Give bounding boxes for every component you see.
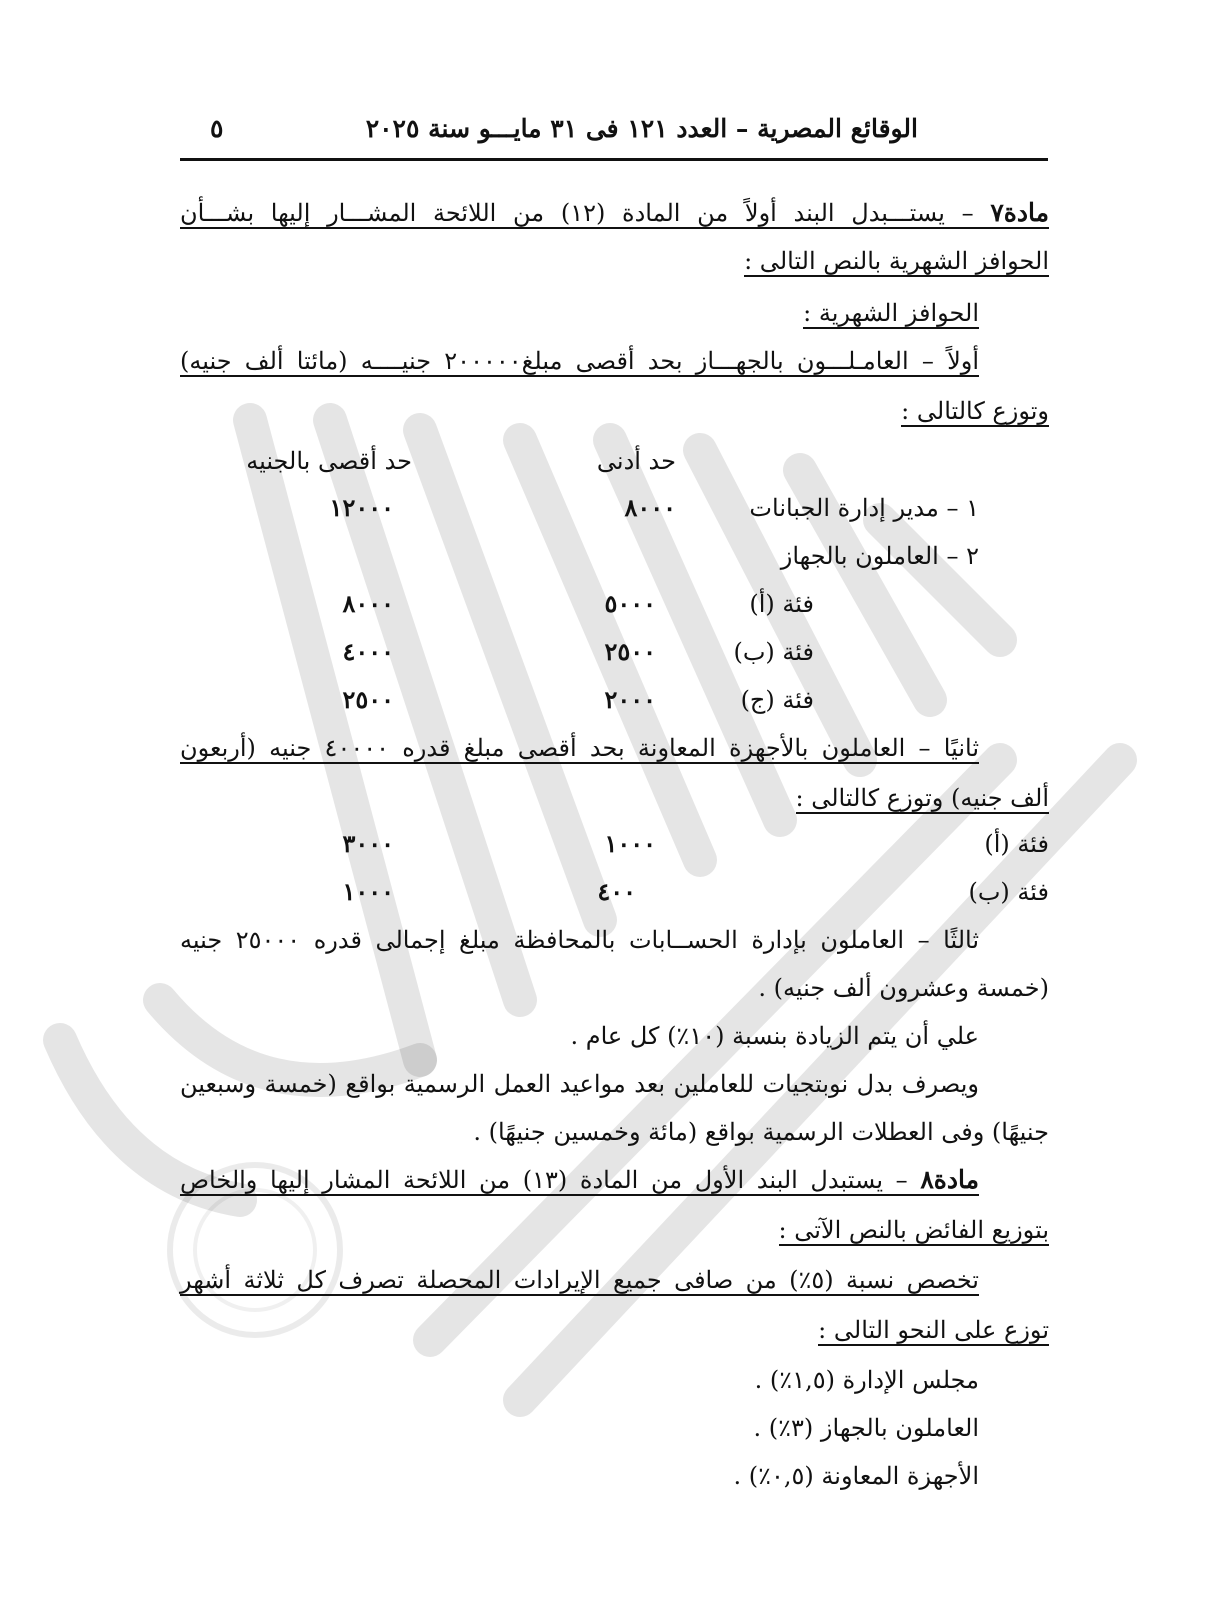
- row5-label: فئة (ج): [740, 686, 814, 714]
- t2-row2-min: ٤٠٠: [597, 877, 636, 906]
- third-line2: [758, 970, 1049, 1006]
- article8-line1-text: – يستبدل البند الأول من المادة (١٣) من اللائحة المشار إليها والخاص: [180, 1166, 921, 1194]
- article7-line1: [180, 195, 1049, 231]
- row5-max: ٢٥٠٠: [342, 685, 394, 714]
- alloc-item-support: [733, 1458, 979, 1494]
- article8-line2-text: بتوزيع الفائض بالنص الآتى :: [778, 1216, 1049, 1244]
- alloc-line1-text: تخصص نسبة (٥٪) من صافى جميع الإيرادات المحصلة تصرف كل ثلاثة أشهر: [180, 1266, 979, 1294]
- second-line2-text: ألف جنيه) وتوزع كالتالى :: [795, 784, 1049, 812]
- page-number: ٥: [210, 114, 224, 143]
- second-line1-text: ثانيًا – العاملون بالأجهزة المعاونة بحد أقصى مبلغ قدره ٤٠٠٠٠ جنيه (أربعون: [180, 734, 979, 762]
- shifts-line2: [473, 1114, 1049, 1150]
- t2-row1-max: ٣٠٠٠: [342, 829, 394, 858]
- article8-label: مادة٨: [920, 1165, 979, 1194]
- second-line2: [796, 780, 1049, 816]
- article8-line2: [779, 1212, 1049, 1248]
- row2-label: ٢ – العاملون بالجهاز: [780, 542, 979, 570]
- first-line2-text: وتوزع كالتالى :: [901, 397, 1049, 425]
- first-line1-text: أولاً – العامـلـــون بالجهـــاز بحد أقصى مبلغ٢٠٠٠٠٠ جنيــــه (مائتا ألف جنيه): [180, 347, 980, 375]
- alloc-line1: [180, 1262, 979, 1298]
- row1-min: ٨٠٠٠: [624, 493, 676, 522]
- third-line1-text: ثالثًا – العاملون بإدارة الحســابات بالمحافظة مبلغ إجمالى قدره ٢٥٠٠٠ جنيه: [180, 926, 979, 954]
- row5-min: ٢٠٠٠: [604, 685, 656, 714]
- alloc-line2-text: توزع على النحو التالى :: [818, 1316, 1049, 1344]
- col-header-max: حد أقصى بالجنيه: [246, 447, 412, 475]
- header-divider: [180, 158, 1048, 161]
- article7-line2: [744, 243, 1049, 279]
- second-line1: [180, 730, 979, 766]
- row3-label: فئة (أ): [749, 590, 814, 618]
- alloc-item-board: [755, 1362, 979, 1398]
- third-line2-text: (خمسة وعشرون ألف جنيه) .: [758, 974, 1049, 1002]
- gazette-title: الوقائع المصرية – العدد ١٢١ فى ٣١ مايـــو سنة ٢٠٢٥: [365, 114, 918, 143]
- t2-row1-min: ١٠٠٠: [604, 829, 656, 858]
- alloc-item-staff-text: العاملون بالجهاز (٣٪) .: [753, 1414, 979, 1442]
- t2-row2-max: ١٠٠٠: [342, 877, 394, 906]
- row4-max: ٤٠٠٠: [342, 637, 394, 666]
- article7-label: مادة٧: [990, 198, 1050, 227]
- row4-min: ٢٥٠٠: [604, 637, 656, 666]
- alloc-line2: [818, 1312, 1049, 1348]
- row3-max: ٨٠٠٠: [342, 589, 394, 618]
- sub-heading-text: الحوافز الشهرية :: [803, 299, 979, 327]
- increase-line: [570, 1018, 979, 1054]
- row1-max: ١٢٠٠٠: [329, 493, 394, 522]
- page-header: [180, 110, 1048, 160]
- article7-line1-text: – يستـــبدل البند أولاً من المادة (١٢) من اللائحة المشـــار إليها بشـــأن: [180, 199, 991, 227]
- alloc-item-support-text: الأجهزة المعاونة (٠,٥٪) .: [733, 1462, 979, 1490]
- col-header-min: حد أدنى: [596, 447, 676, 475]
- row1-label: ١ – مدير إدارة الجبانات: [749, 494, 979, 522]
- third-line1: [180, 922, 979, 958]
- shifts-line1-text: ويصرف بدل نوبتجيات للعاملين بعد مواعيد العمل الرسمية بواقع (خمسة وسبعين: [180, 1070, 979, 1098]
- article7-line2-text: الحوافز الشهرية بالنص التالى :: [744, 247, 1049, 275]
- increase-line-text: علي أن يتم الزيادة بنسبة (١٠٪) كل عام .: [570, 1022, 979, 1050]
- first-line1: [180, 343, 979, 379]
- alloc-item-board-text: مجلس الإدارة (١,٥٪) .: [754, 1366, 979, 1394]
- sub-heading: [803, 295, 979, 331]
- t2-row2-label: فئة (ب): [968, 878, 1049, 906]
- shifts-line2-text: جنيهًا) وفى العطلات الرسمية بواقع (مائة وخمسين جنيهًا) .: [473, 1118, 1049, 1146]
- first-line2: [901, 393, 1049, 429]
- row4-label: فئة (ب): [733, 638, 814, 666]
- row3-min: ٥٠٠٠: [604, 589, 656, 618]
- shifts-line1: [180, 1066, 979, 1102]
- t2-row1-label: فئة (أ): [984, 830, 1049, 858]
- alloc-item-staff: [754, 1410, 979, 1446]
- article8-line1: [180, 1162, 979, 1198]
